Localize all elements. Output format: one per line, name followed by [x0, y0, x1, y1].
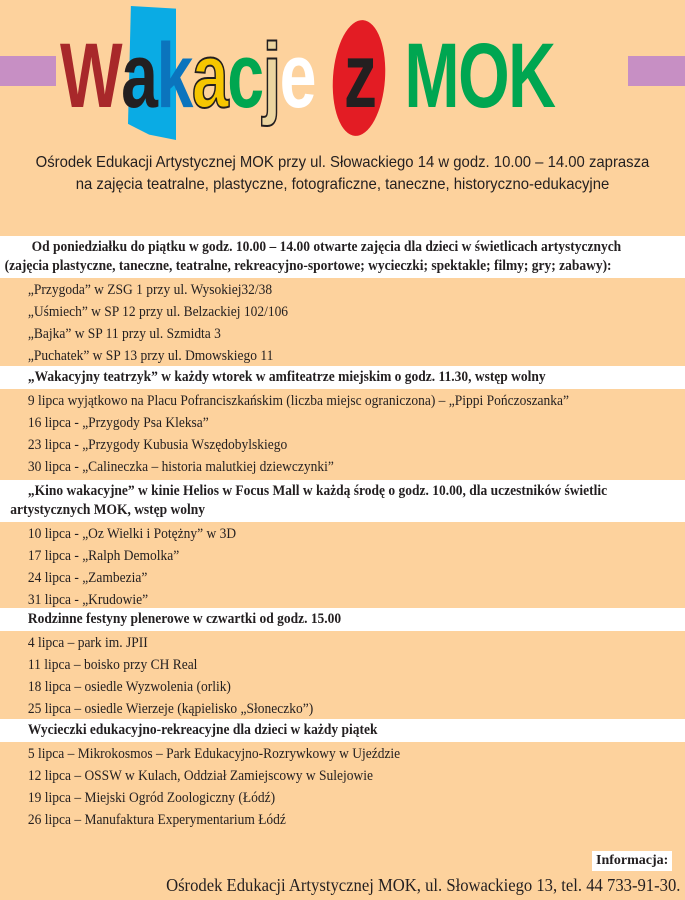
title-word-mok: MOK: [404, 25, 555, 127]
info-label: Informacja:: [592, 851, 672, 871]
section-header: [0, 236, 685, 278]
title-letter-k: k: [156, 25, 192, 127]
section-header-line-1: Wycieczki edukacyjno-rekreacyjne dla dzieci w każdy piątek: [27, 722, 378, 738]
title-letter-j: j: [262, 25, 280, 127]
subtitle-line-1: Ośrodek Edukacji Artystycznej MOK przy ul. Słowackiego 14 w godz. 10.00 – 14.00 zaprasza: [35, 154, 650, 171]
title-word-z: z: [343, 25, 376, 127]
section-trips: [0, 719, 685, 831]
section-items: [0, 631, 685, 720]
section-header-line-1: Od poniedziałku do piątku w godz. 10.00 – 14.00 otwarte zajęcia dla dzieci w świetlicach artystycznych: [31, 239, 622, 255]
list-item: „Puchatek” w SP 13 przy ul. Dmowskiego 11: [27, 348, 274, 364]
section-items: [0, 522, 685, 611]
title-text: [60, 25, 555, 127]
section-header: [0, 366, 685, 389]
list-item: 10 lipca - „Oz Wielki i Potężny” w 3D: [27, 526, 237, 542]
list-item: „Przygoda” w ZSG 1 przy ul. Wysokiej32/38: [27, 282, 273, 298]
footer-contact: [0, 874, 680, 896]
list-item: 11 lipca – boisko przy CH Real: [27, 657, 198, 673]
poster-title: [0, 0, 685, 145]
section-header-line-1: „Wakacyjny teatrzyk” w każdy wtorek w amfiteatrze miejskim o godz. 11.30, wstęp wolny: [27, 369, 546, 385]
section-items: [0, 278, 685, 367]
list-item: 31 lipca - „Krudowie”: [27, 592, 149, 608]
section-header: [0, 719, 685, 742]
section-header-line-1: „Kino wakacyjne” w kinie Helios w Focus Mall w każdą środę o godz. 10.00, dla uczestników świetlic: [27, 483, 608, 499]
list-item: 23 lipca - „Przygody Kubusia Wszędobylskiego: [27, 437, 288, 453]
section-header-line-2: artystycznych MOK, wstęp wolny: [10, 502, 205, 518]
section-header-line-2: (zajęcia plastyczne, taneczne, teatralne, rekreacyjno-sportowe; wycieczki; spektakle; filmy; gry; zabawy):: [4, 258, 612, 274]
list-item: 24 lipca - „Zambezia”: [27, 570, 148, 586]
list-item: 19 lipca – Miejski Ogród Zoologiczny (Łódź): [27, 790, 276, 806]
list-item: 25 lipca – osiedle Wierzeje (kąpielisko „Słoneczko”): [27, 701, 314, 717]
list-item: 9 lipca wyjątkowo na Placu Pofranciszkańskim (liczba miejsc ograniczona) – „Pippi Pończoszanka”: [27, 393, 570, 409]
section-cinema: [0, 480, 685, 611]
left-decorative-bar: [0, 56, 56, 86]
list-item: 18 lipca – osiedle Wyzwolenia (orlik): [27, 679, 231, 695]
section-daily-workshops: [0, 236, 685, 367]
subtitle-line-2: na zajęcia teatralne, plastyczne, fotograficzne, taneczne, historyczno-edukacyjne: [75, 176, 610, 193]
subtitle: [24, 152, 661, 196]
title-letter-a: a: [121, 25, 157, 127]
list-item: „Bajka” w SP 11 przy ul. Szmidta 3: [27, 326, 221, 342]
section-festivals: [0, 608, 685, 720]
contact-text: Ośrodek Edukacji Artystycznej MOK, ul. Słowackiego 13, tel. 44 733-91-30.: [165, 875, 680, 895]
list-item: 5 lipca – Mikrokosmos – Park Edukacyjno-Rozrywkowy w Ujeździe: [27, 746, 401, 762]
list-item: 4 lipca – park im. JPII: [27, 635, 148, 651]
section-theatre: [0, 366, 685, 478]
list-item: 12 lipca – OSSW w Kulach, Oddział Zamiejscowy w Sulejowie: [27, 768, 373, 784]
title-letter-w: W: [60, 25, 122, 127]
section-items: [0, 389, 685, 478]
list-item: „Uśmiech” w SP 12 przy ul. Belzackiej 102/106: [27, 304, 289, 320]
section-items: [0, 742, 685, 831]
title-letter-c: c: [227, 25, 263, 127]
title-letter-a: a: [191, 25, 228, 127]
title-letter-e: e: [279, 25, 316, 127]
list-item: 30 lipca - „Calineczka – historia malutkiej dziewczynki”: [27, 459, 334, 475]
section-header: [0, 480, 685, 522]
list-item: 16 lipca - „Przygody Psa Kleksa”: [27, 415, 209, 431]
list-item: 26 lipca – Manufaktura Experymentarium Łódź: [27, 812, 286, 828]
section-header-line-1: Rodzinne festyny plenerowe w czwartki od godz. 15.00: [27, 611, 342, 627]
list-item: 17 lipca - „Ralph Demolka”: [27, 548, 180, 564]
section-header: [0, 608, 685, 631]
right-decorative-bar: [628, 56, 685, 86]
